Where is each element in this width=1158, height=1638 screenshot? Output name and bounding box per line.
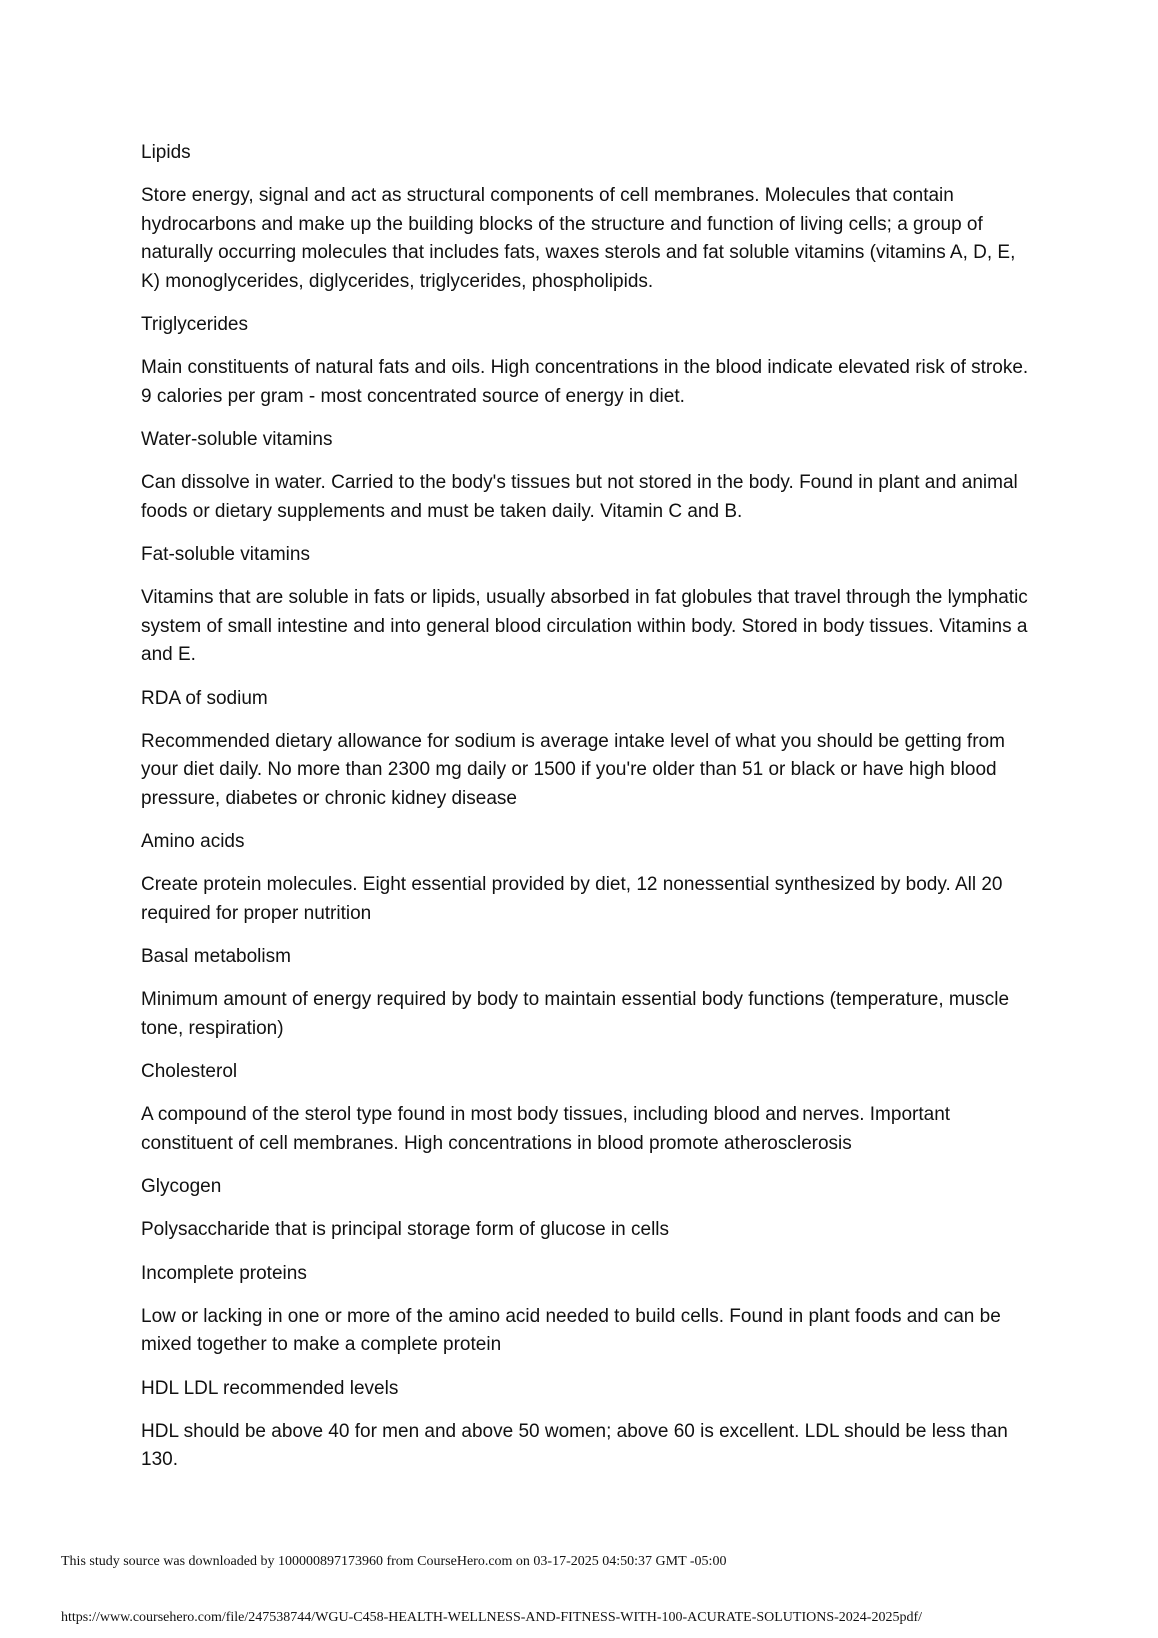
term-heading: Fat-soluble vitamins	[141, 544, 310, 565]
entry-amino-acids	[141, 828, 1031, 928]
entry-cholesterol	[141, 1058, 1031, 1158]
term-heading: Triglycerides	[141, 314, 248, 335]
term-heading: Cholesterol	[141, 1061, 238, 1082]
term-heading: Basal metabolism	[141, 946, 291, 967]
term-heading: Incomplete proteins	[141, 1262, 307, 1284]
term-heading: HDL LDL recommended levels	[141, 1377, 399, 1399]
term-definition: Main constituents of natural fats and oils. High concentrations in the blood indicate elevated risk of stroke. 9 calories per gram - most concentrated source of energy in diet.	[141, 357, 1029, 407]
entry-triglycerides	[141, 311, 1031, 411]
term-definition: Recommended dietary allowance for sodium is average intake level of what you should be getting from your diet daily. No more than 2300 mg daily or 1500 if you're older than 51 or black or have high blood pressure, diabetes or chronic kidney disease	[141, 730, 1005, 809]
term-definition: Store energy, signal and act as structural components of cell membranes. Molecules that contain hydrocarbons and make up the building blocks of the structure and function of living cells; a group of naturally occurring molecules that includes fats, waxes sterols and fat soluble vitamins (vitamins A, D, E, K) monoglycerides, diglycerides, triglycerides, phospholipids.	[141, 185, 1016, 292]
term-heading: Glycogen	[141, 1176, 222, 1197]
term-heading: Amino acids	[141, 831, 245, 852]
entry-glycogen	[141, 1173, 1031, 1245]
term-definition: Create protein molecules. Eight essential provided by diet, 12 nonessential synthesized by body. All 20 required for proper nutrition	[141, 874, 1003, 924]
download-source-note: This study source was downloaded by 100000897173960 from CourseHero.com on 03-17-2025 04:50:37 GMT -05:00	[61, 1554, 727, 1569]
entry-basal-metabolism	[141, 943, 1031, 1043]
entry-lipids	[141, 139, 1031, 296]
term-definition: A compound of the sterol type found in most body tissues, including blood and nerves. Important constituent of cell membranes. High concentrations in blood promote atherosclerosis	[141, 1104, 951, 1154]
term-definition: Polysaccharide that is principal storage form of glucose in cells	[141, 1219, 670, 1240]
term-heading: RDA of sodium	[141, 687, 268, 709]
flashcard-list	[141, 139, 1031, 1490]
term-heading: Lipids	[141, 142, 191, 163]
entry-incomplete-proteins	[141, 1260, 1031, 1360]
term-definition: Can dissolve in water. Carried to the body's tissues but not stored in the body. Found in plant and animal foods or dietary supplements and must be taken daily. Vitamin C and B.	[141, 472, 1018, 522]
term-heading: Water-soluble vitamins	[141, 429, 333, 450]
source-url[interactable]: https://www.coursehero.com/file/247538744/WGU-C458-HEALTH-WELLNESS-AND-FITNESS-WITH-100-ACURATE-SOLUTIONS-2024-2025pdf/	[61, 1610, 923, 1625]
term-definition: Low or lacking in one or more of the amino acid needed to build cells. Found in plant foods and can be mixed together to make a complete protein	[141, 1305, 1001, 1355]
term-definition: Minimum amount of energy required by body to maintain essential body functions (temperature, muscle tone, respiration)	[141, 989, 1010, 1039]
entry-fat-soluble-vitamins	[141, 541, 1031, 670]
entry-hdl-ldl-recommended-levels	[141, 1375, 1031, 1475]
entry-water-soluble-vitamins	[141, 426, 1031, 526]
term-definition: HDL should be above 40 for men and above 50 women; above 60 is excellent. LDL should be less than 130.	[141, 1420, 1008, 1470]
entry-rda-of-sodium	[141, 685, 1031, 814]
term-definition: Vitamins that are soluble in fats or lipids, usually absorbed in fat globules that travel through the lymphatic system of small intestine and into general blood circulation within body. Stored in body tissues. Vitamins a and E.	[141, 587, 1028, 665]
